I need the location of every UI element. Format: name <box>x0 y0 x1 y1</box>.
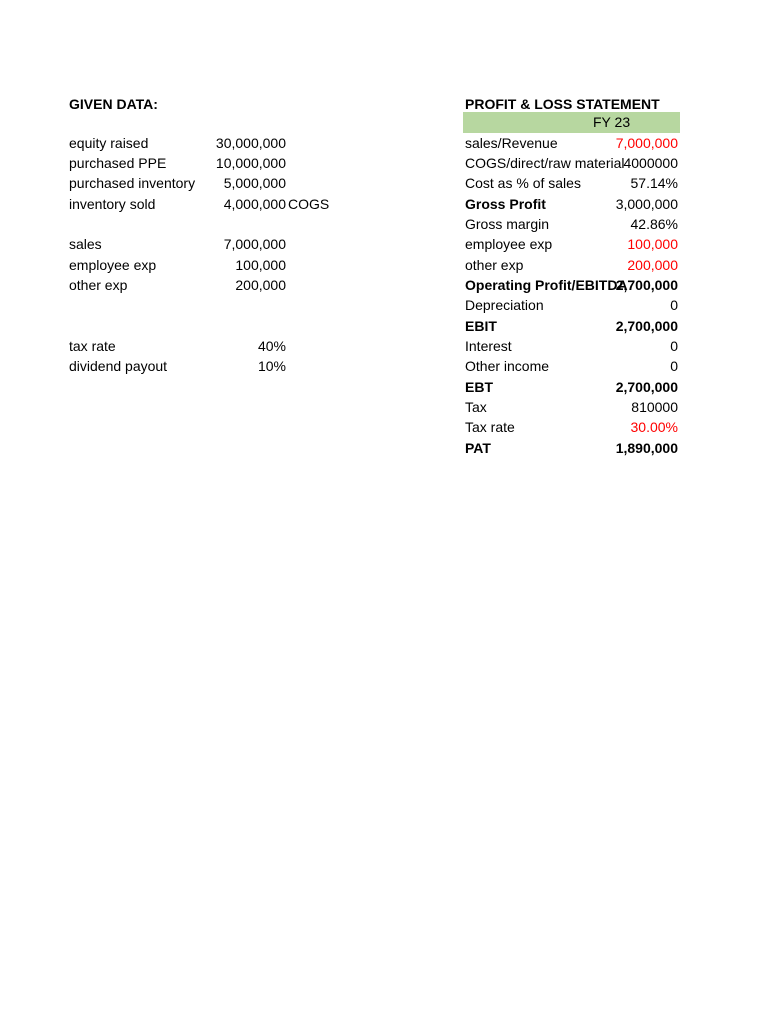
pl-label: PAT <box>465 440 491 456</box>
pl-row <box>465 316 678 336</box>
pl-label: EBIT <box>465 318 497 334</box>
pl-value: 4000000 <box>623 155 678 171</box>
pl-row <box>465 356 678 376</box>
pl-row <box>465 153 678 173</box>
given-value: 10% <box>257 358 286 374</box>
given-row <box>69 356 349 376</box>
pl-value: 0 <box>670 297 678 313</box>
pl-row <box>465 214 678 234</box>
pl-row <box>465 173 678 193</box>
pl-label: Gross Profit <box>465 196 546 212</box>
pl-label: Tax <box>465 399 487 415</box>
pl-value: 30.00% <box>630 419 678 435</box>
pl-label: Operating Profit/EBITDA <box>465 277 628 293</box>
given-label: other exp <box>69 277 128 293</box>
pl-label: Other income <box>465 358 550 374</box>
given-row <box>69 336 349 356</box>
pl-row <box>465 397 678 417</box>
pl-value: 0 <box>670 358 678 374</box>
given-row <box>69 153 349 173</box>
pl-row <box>465 295 678 315</box>
given-row <box>69 173 349 193</box>
pl-value: 100,000 <box>627 236 678 252</box>
pl-value: 200,000 <box>627 257 678 273</box>
pl-label: Tax rate <box>465 419 515 435</box>
given-value: 10,000,000 <box>215 155 286 171</box>
pl-value: 42.86% <box>630 216 678 232</box>
pl-title: PROFIT & LOSS STATEMENT <box>465 96 660 112</box>
pl-row <box>465 133 678 153</box>
given-value: 4,000,000 <box>223 196 286 212</box>
given-label: inventory sold <box>69 196 156 212</box>
given-label: employee exp <box>69 257 157 273</box>
pl-row <box>465 194 678 214</box>
given-label: tax rate <box>69 338 116 354</box>
given-row <box>69 133 349 153</box>
pl-value: 0 <box>670 338 678 354</box>
pl-value: 810000 <box>631 399 678 415</box>
pl-label: COGS/direct/raw material <box>465 155 625 171</box>
given-row <box>69 194 349 214</box>
given-label: purchased inventory <box>69 175 196 191</box>
given-label: equity raised <box>69 135 149 151</box>
given-row <box>69 234 349 254</box>
given-value: 7,000,000 <box>223 236 286 252</box>
given-value: 100,000 <box>235 257 286 273</box>
pl-value: 1,890,000 <box>615 440 678 456</box>
pl-value: 7,000,000 <box>615 135 678 151</box>
given-row <box>69 255 349 275</box>
given-value: 5,000,000 <box>223 175 286 191</box>
given-row <box>69 275 349 295</box>
pl-label: employee exp <box>465 236 553 252</box>
given-value: 200,000 <box>235 277 286 293</box>
pl-row <box>465 417 678 437</box>
pl-value: 2,700,000 <box>615 318 678 334</box>
given-label: dividend payout <box>69 358 168 374</box>
pl-label: Interest <box>465 338 512 354</box>
given-value: 40% <box>257 338 286 354</box>
pl-label: Depreciation <box>465 297 544 313</box>
pl-label: sales/Revenue <box>465 135 558 151</box>
pl-year-header <box>463 112 680 133</box>
pl-value: 3,000,000 <box>615 196 678 212</box>
pl-label: Gross margin <box>465 216 550 232</box>
pl-row <box>465 377 678 397</box>
given-label: sales <box>69 236 102 252</box>
given-note: COGS <box>288 196 330 212</box>
pl-label: EBT <box>465 379 493 395</box>
pl-label: other exp <box>465 257 524 273</box>
pl-row <box>465 275 678 295</box>
fiscal-year-label: FY 23 <box>593 114 631 130</box>
pl-row <box>465 438 678 458</box>
given-label: purchased PPE <box>69 155 167 171</box>
pl-row <box>465 336 678 356</box>
pl-value: 2,700,000 <box>615 379 678 395</box>
pl-value: 57.14% <box>630 175 678 191</box>
pl-value: 2,700,000 <box>615 277 678 293</box>
pl-label: Cost as % of sales <box>465 175 581 191</box>
given-data-title: GIVEN DATA: <box>69 96 158 112</box>
pl-row <box>465 255 678 275</box>
given-value: 30,000,000 <box>215 135 286 151</box>
pl-row <box>465 234 678 254</box>
